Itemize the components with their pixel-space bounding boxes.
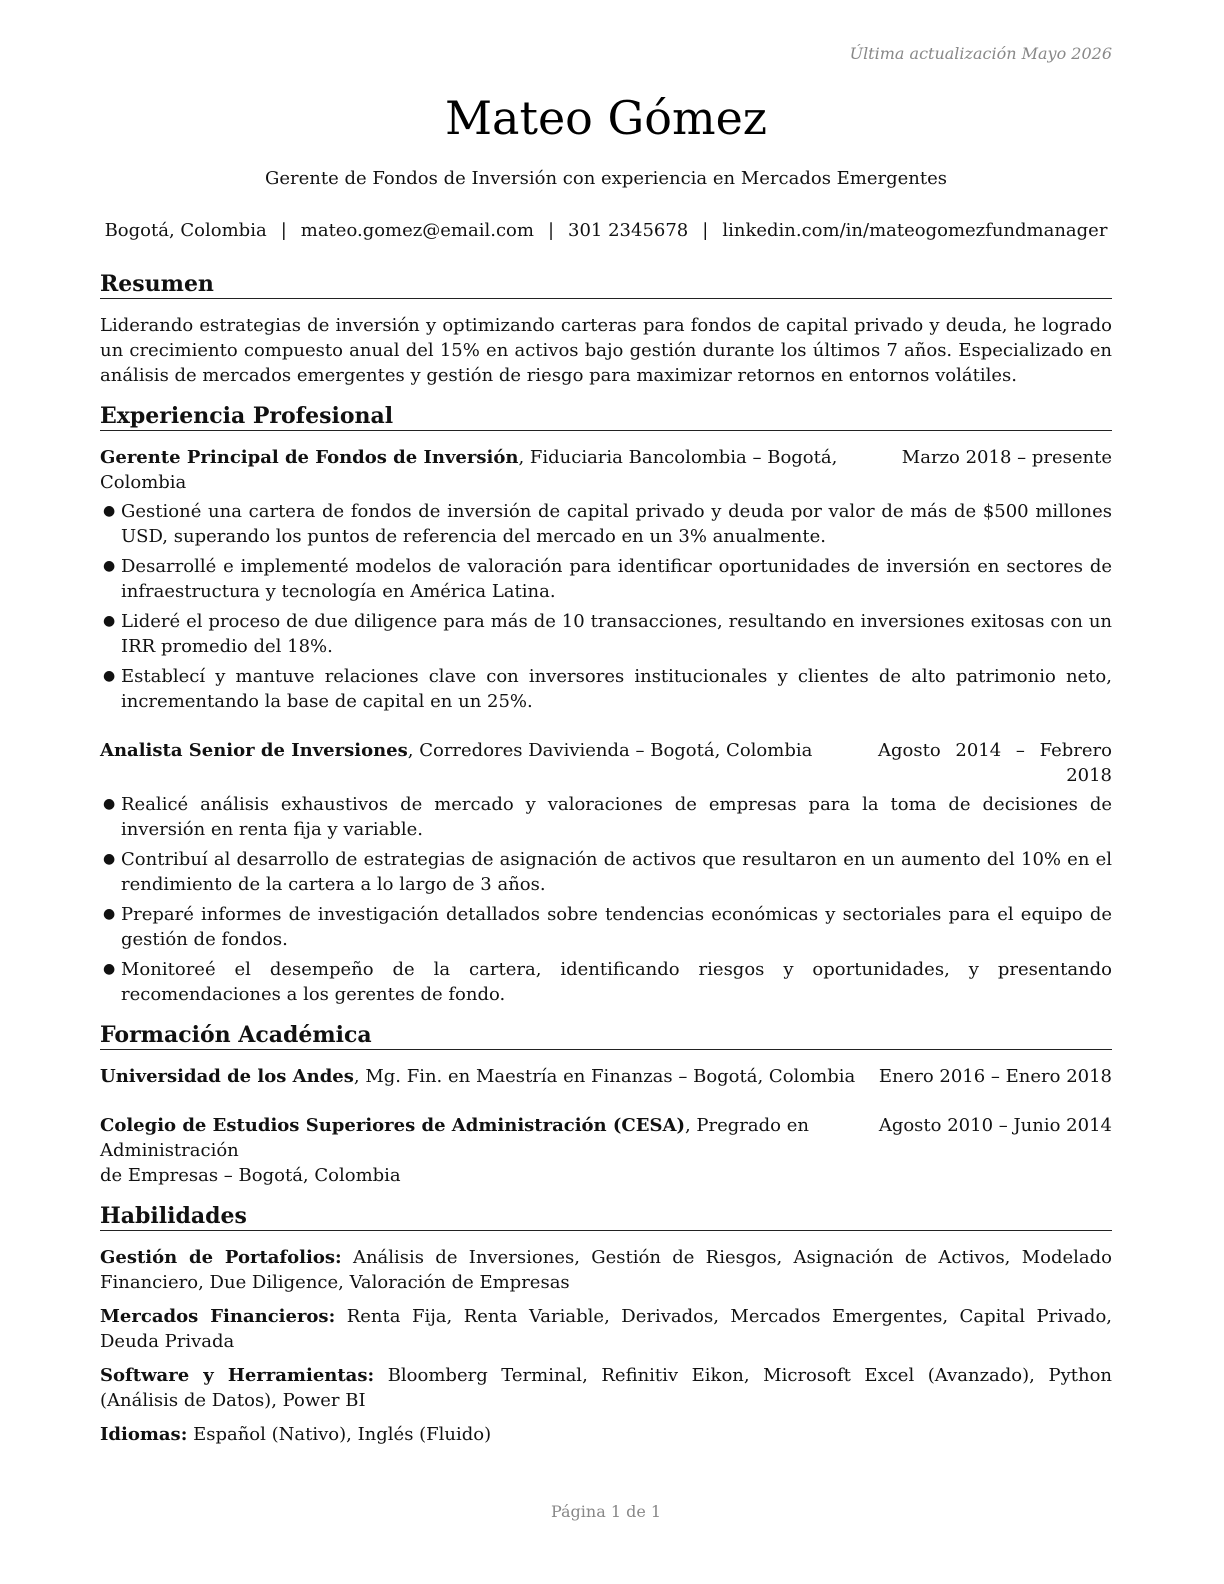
job-header xyxy=(100,445,1112,495)
list-item xyxy=(100,664,1112,714)
job-title-line xyxy=(100,445,862,495)
skill-row xyxy=(100,1363,1112,1413)
job-title: Gerente Principal de Fondos de Inversión xyxy=(100,447,519,468)
job-header xyxy=(100,738,1112,788)
bullet-text: Monitoreé el desempeño de la cartera, identificando riesgos y oportunidades, y presentando recomendaciones a los gerentes de fondo. xyxy=(121,959,1112,1005)
job-bullets xyxy=(100,792,1112,1007)
candidate-name: Mateo Gómez xyxy=(444,91,768,145)
job-dates: Marzo 2018 – presente xyxy=(901,447,1112,468)
list-item xyxy=(100,554,1112,604)
education-dates: Enero 2016 – Enero 2018 xyxy=(878,1066,1112,1087)
bullet-icon: ● xyxy=(103,503,116,519)
education-school: Universidad de los Andes xyxy=(100,1066,354,1087)
list-item xyxy=(100,902,1112,952)
skill-value: Renta Fija, Renta Variable, Derivados, Mercados Emergentes, Capital Privado, Deuda Privada xyxy=(100,1306,1113,1352)
bullet-text: Gestioné una cartera de fondos de inversión de capital privado y deuda por valor de más de $500 millones USD, superando los puntos de referencia del mercado en un 3% anualmente. xyxy=(121,501,1112,547)
skill-row xyxy=(100,1422,1112,1447)
summary-section xyxy=(100,270,1112,388)
bullet-icon: ● xyxy=(103,796,116,812)
contact-phone: 301 2345678 xyxy=(568,220,689,241)
bullet-icon: ● xyxy=(103,613,116,629)
education-entry xyxy=(100,1113,1112,1188)
list-item xyxy=(100,609,1112,659)
education-section xyxy=(100,1021,1112,1188)
job-bullets xyxy=(100,499,1112,714)
education-detail: , Mg. Fin. en Maestría en Finanzas – Bogotá, Colombia xyxy=(353,1066,856,1087)
bullet-text: Establecí y mantuve relaciones clave con inversores institucionales y clientes de alto patrimonio neto, incrementando la base de capital en un 25%. xyxy=(121,666,1112,712)
contact-separator: | xyxy=(280,220,287,241)
experience-section xyxy=(100,402,1112,1007)
contact-linkedin[interactable]: linkedin.com/in/mateogomezfundmanager xyxy=(722,220,1108,241)
skill-label: Gestión de Portafolios: xyxy=(100,1247,342,1268)
job-title: Analista Senior de Inversiones xyxy=(100,740,408,761)
job-dates-tail: 2018 xyxy=(1066,765,1112,786)
skill-row xyxy=(100,1245,1112,1295)
education-dates: Agosto 2010 – Junio 2014 xyxy=(878,1115,1112,1136)
bullet-icon: ● xyxy=(103,906,116,922)
education-title-line xyxy=(100,1113,869,1163)
education-school: Colegio de Estudios Superiores de Administración (CESA) xyxy=(100,1115,685,1136)
last-updated: Última actualización Mayo 2026 xyxy=(849,44,1112,63)
resume-content xyxy=(100,270,1112,1461)
skill-label: Idiomas: xyxy=(100,1424,188,1445)
skill-row xyxy=(100,1304,1112,1354)
education-header xyxy=(100,1064,1112,1089)
skill-value: Análisis de Inversiones, Gestión de Riesgos, Asignación de Activos, Modelado Financiero, Due Diligence, Valoración de Empresas xyxy=(100,1247,1112,1293)
skill-value: Español (Nativo), Inglés (Fluido) xyxy=(187,1424,492,1445)
skill-value: Bloomberg Terminal, Refinitiv Eikon, Microsoft Excel (Avanzado), Python (Análisis de Datos), Power BI xyxy=(100,1365,1112,1411)
job-dates xyxy=(838,738,1112,788)
education-entry xyxy=(100,1064,1112,1089)
list-item xyxy=(100,792,1112,842)
education-title-line xyxy=(100,1064,855,1089)
experience-heading: Experiencia Profesional xyxy=(100,402,1112,431)
bullet-icon: ● xyxy=(103,961,116,977)
job-entry xyxy=(100,738,1112,1007)
bullet-icon: ● xyxy=(103,558,116,574)
bullet-text: Desarrollé e implementé modelos de valoración para identificar oportunidades de inversión en sectores de infraestructura y tecnología en América Latina. xyxy=(121,556,1112,602)
job-organization: , Corredores Davivienda – Bogotá, Colombia xyxy=(407,740,813,761)
education-detail: , Pregrado en Administración xyxy=(100,1115,809,1161)
job-entry xyxy=(100,445,1112,714)
bullet-text: Contribuí al desarrollo de estrategias de asignación de activos que resultaron en un aumento del 10% en el rendimiento de la cartera a lo largo de 3 años. xyxy=(121,849,1112,895)
bullet-text: Lideré el proceso de due diligence para más de 10 transacciones, resultando en inversiones exitosas con un IRR promedio del 18%. xyxy=(121,611,1112,657)
contact-line xyxy=(90,219,1122,243)
bullet-text: Preparé informes de investigación detallados sobre tendencias económicas y sectoriales para el equipo de gestión de fondos. xyxy=(121,904,1112,950)
skills-section xyxy=(100,1202,1112,1447)
skill-label: Software y Herramientas: xyxy=(100,1365,375,1386)
date-word: Febrero xyxy=(1039,740,1112,761)
job-dates-line xyxy=(878,738,1112,763)
contact-location: Bogotá, Colombia xyxy=(104,220,267,241)
skill-label: Mercados Financieros: xyxy=(100,1306,336,1327)
contact-separator: | xyxy=(702,220,709,241)
job-title-line xyxy=(100,738,838,763)
bullet-text: Realicé análisis exhaustivos de mercado y valoraciones de empresas para la toma de decisiones de inversión en renta fija y variable. xyxy=(121,794,1112,840)
bullet-icon: ● xyxy=(103,668,116,684)
date-word: 2014 xyxy=(955,740,1002,761)
page-number: Página 1 de 1 xyxy=(550,1502,662,1521)
list-item xyxy=(100,847,1112,897)
list-item xyxy=(100,499,1112,549)
date-word: – xyxy=(1015,740,1025,761)
summary-heading: Resumen xyxy=(100,270,1112,299)
contact-email[interactable]: mateo.gomez@email.com xyxy=(300,220,534,241)
contact-separator: | xyxy=(547,220,555,241)
education-heading: Formación Académica xyxy=(100,1021,1112,1050)
job-organization: , Fiduciaria Bancolombia – Bogotá, Colombia xyxy=(100,447,838,493)
education-detail-continued: de Empresas – Bogotá, Colombia xyxy=(100,1165,401,1186)
candidate-tagline: Gerente de Fondos de Inversión con experiencia en Mercados Emergentes xyxy=(264,168,948,189)
education-header xyxy=(100,1113,1112,1163)
list-item xyxy=(100,957,1112,1007)
skills-heading: Habilidades xyxy=(100,1202,1112,1231)
summary-text: Liderando estrategias de inversión y optimizando carteras para fondos de capital privado y deuda, he logrado un crecimiento compuesto anual del 15% en activos bajo gestión durante los últimos 7 años. Especializado en análisis de mercados emergentes y gestión de riesgo para maximizar retornos en entornos volátiles. xyxy=(100,315,1112,386)
date-word: Agosto xyxy=(878,740,941,761)
bullet-icon: ● xyxy=(103,851,116,867)
